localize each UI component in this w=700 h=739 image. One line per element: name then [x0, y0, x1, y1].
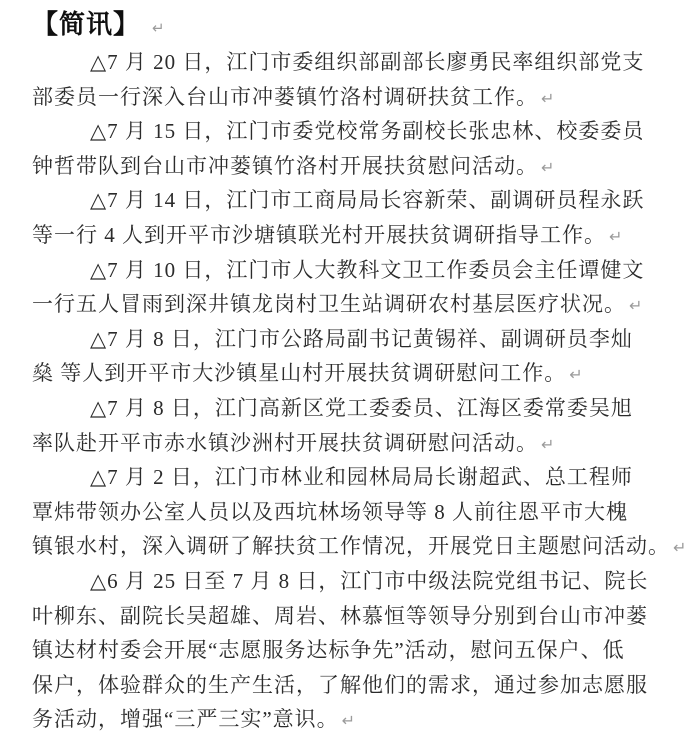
text-line-content: 镇银水村，深入调研了解扶贫工作情况，开展党日主题慰问活动。	[32, 534, 670, 559]
text-line-content: 钟哲带队到台山市冲蒌镇竹洛村开展扶贫慰问活动。	[32, 153, 538, 178]
text-line: △7 月 14 日，江门市工商局局长容新荣、副调研员程永跃	[90, 188, 645, 213]
paragraph-mark-icon: ↵	[629, 296, 643, 316]
doc-title: 【简讯】	[32, 10, 141, 39]
text-line-content: 等一行 4 人到开平市沙塘镇联光村开展扶贫调研指导工作。	[32, 222, 606, 247]
text-line: 叶柳东、副院长吴超雄、周岩、林慕恒等领导分别到台山市冲蒌	[32, 603, 648, 628]
paragraph	[32, 460, 687, 564]
text-line	[32, 356, 672, 391]
text-line	[32, 149, 672, 184]
text-line: △7 月 2 日，江门市林业和园林局局长谢超武、总工程师	[90, 465, 633, 490]
text-line	[32, 702, 672, 737]
text-line-content: 一行五人冒雨到深井镇龙岗村卫生站调研农村基层医疗状况。	[32, 292, 626, 317]
text-line-content: 率队赴开平市赤水镇沙洲村开展扶贫调研慰问活动。	[32, 430, 538, 455]
text-line	[32, 218, 672, 253]
text-line: △7 月 8 日，江门市公路局副书记黄锡祥、副调研员李灿	[90, 326, 633, 351]
paragraph	[32, 114, 672, 183]
paragraph-mark-icon: ↵	[673, 538, 687, 558]
title-row	[32, 8, 672, 45]
text-line: △7 月 15 日，江门市委党校常务副校长张忠林、校委委员	[90, 119, 645, 144]
paragraph	[32, 564, 672, 737]
text-line: △7 月 20 日，江门市委组织部副部长廖勇民率组织部党支	[90, 50, 645, 74]
paragraph-mark-icon: ↵	[541, 88, 555, 108]
paragraph	[32, 183, 672, 252]
text-line: 镇达材村委会开展“志愿服务达标争先”活动，慰问五保户、低	[32, 638, 625, 663]
text-line: △6 月 25 日至 7 月 8 日，江门市中级法院党组书记、院长	[90, 568, 649, 593]
text-line	[32, 529, 687, 564]
paragraph	[32, 45, 672, 114]
text-line	[32, 287, 672, 322]
paragraph-mark-icon: ↵	[341, 711, 356, 731]
paragraph	[32, 322, 672, 391]
text-line-content: 务活动，增强“三严三实”意识。	[32, 707, 339, 732]
paragraph-mark-icon: ↵	[569, 365, 583, 385]
paragraph-mark-icon: ↵	[541, 434, 555, 454]
paragraph-mark-icon: ↵	[541, 157, 555, 177]
text-line: △7 月 8 日，江门高新区党工委委员、江海区委常委吴旭	[90, 395, 633, 420]
paragraph	[32, 391, 672, 460]
paragraph	[32, 253, 672, 322]
text-line	[32, 80, 672, 115]
text-line-content: 燊 等人到开平市大沙镇星山村开展扶贫调研慰问工作。	[32, 361, 567, 386]
paragraph-mark-icon: ↵	[609, 226, 623, 246]
text-line: △7 月 10 日，江门市人大教科文卫工作委员会主任谭健文	[90, 257, 645, 282]
text-line-content: 部委员一行深入台山市冲蒌镇竹洛村调研扶贫工作。	[32, 84, 538, 109]
text-line	[32, 426, 672, 461]
paragraph-mark-icon: ↵	[152, 19, 165, 37]
text-line: 保户，体验群众的生产生活，了解他们的需求，通过参加志愿服	[32, 672, 648, 697]
text-line: 覃炜带领办公室人员以及西坑林场领导等 8 人前往恩平市大槐	[32, 499, 628, 524]
